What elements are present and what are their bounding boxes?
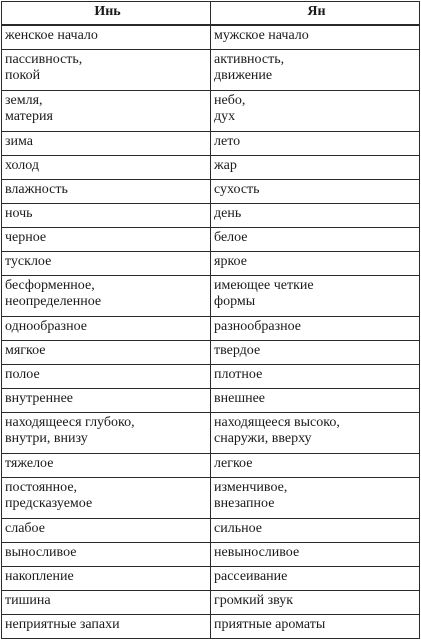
table-row <box>2 543 420 567</box>
yin-cell <box>2 365 211 389</box>
table-row <box>2 25 420 50</box>
yang-cell <box>211 567 420 591</box>
yin-cell <box>2 567 211 591</box>
yin-cell <box>2 543 211 567</box>
yang-cell-text: сухость <box>214 182 260 197</box>
yin-cell <box>2 454 211 478</box>
yin-cell-text: пассивность, покой <box>5 52 83 83</box>
yin-cell <box>2 25 211 50</box>
yin-cell-text: находящееся глубоко, внутри, внизу <box>5 415 135 446</box>
yang-cell-text: имеющее четкие формы <box>214 278 314 309</box>
yin-cell-text: бесформенное, неопределенное <box>5 278 102 309</box>
yin-cell <box>2 132 211 156</box>
yang-cell <box>211 591 420 615</box>
yang-cell-text: белое <box>214 230 248 245</box>
yin-yang-table-container <box>1 1 419 639</box>
yin-cell-text: ночь <box>5 206 33 221</box>
yin-cell-text: неприятные запахи <box>5 617 120 632</box>
yin-cell <box>2 591 211 615</box>
yin-cell <box>2 389 211 413</box>
yin-cell-text: черное <box>5 230 47 245</box>
yang-cell <box>211 454 420 478</box>
yang-cell <box>211 180 420 204</box>
yin-cell-text: мягкое <box>5 343 46 358</box>
yang-cell-text: мужское начало <box>214 28 309 43</box>
yang-cell <box>211 50 420 91</box>
yang-cell <box>211 156 420 180</box>
yang-cell <box>211 25 420 50</box>
yin-cell <box>2 50 211 91</box>
yang-cell <box>211 228 420 252</box>
yang-cell-text: сильное <box>214 521 262 536</box>
table-row <box>2 341 420 365</box>
table-header-row <box>2 2 420 26</box>
yin-cell <box>2 413 211 454</box>
yin-cell <box>2 478 211 519</box>
yang-cell-text: громкий звук <box>214 593 294 608</box>
yin-cell-text: женское начало <box>5 28 98 43</box>
yang-cell <box>211 276 420 317</box>
yang-cell-text: приятные ароматы <box>214 617 326 632</box>
yin-cell-text: полое <box>5 367 40 382</box>
yin-cell-text: тусклое <box>5 254 52 269</box>
table-row <box>2 389 420 413</box>
yang-cell-text: лето <box>214 134 241 149</box>
yin-cell-text: влажность <box>5 182 68 197</box>
yin-cell-text: однообразное <box>5 319 87 334</box>
yang-cell <box>211 317 420 341</box>
yin-cell-text: холод <box>5 158 39 173</box>
table-row <box>2 132 420 156</box>
yang-cell <box>211 615 420 639</box>
yang-cell <box>211 204 420 228</box>
yang-cell-text: внешнее <box>214 391 266 406</box>
yin-cell-text: постоянное, предсказуемое <box>5 480 93 511</box>
table-row <box>2 228 420 252</box>
table-row <box>2 317 420 341</box>
yang-cell-text: твердое <box>214 343 261 358</box>
yin-cell <box>2 204 211 228</box>
yin-cell-text: тяжелое <box>5 456 54 471</box>
yang-cell-text: яркое <box>214 254 247 269</box>
column-header-yang: Ян <box>211 2 420 26</box>
yang-cell <box>211 252 420 276</box>
yang-cell <box>211 389 420 413</box>
table-row <box>2 615 420 639</box>
yang-cell-text: плотное <box>214 367 263 382</box>
table-row <box>2 567 420 591</box>
yin-cell <box>2 228 211 252</box>
yang-cell <box>211 91 420 132</box>
column-header-yin: Инь <box>2 2 211 26</box>
table-row <box>2 276 420 317</box>
yin-cell <box>2 91 211 132</box>
yin-cell-text: выносливое <box>5 545 77 560</box>
yin-cell <box>2 276 211 317</box>
table-row <box>2 50 420 91</box>
yang-cell-text: день <box>214 206 242 221</box>
yin-cell-text: тишина <box>5 593 51 608</box>
yin-cell <box>2 519 211 543</box>
table-row <box>2 365 420 389</box>
yang-cell <box>211 132 420 156</box>
table-row <box>2 204 420 228</box>
yang-cell-text: невыносливое <box>214 545 300 560</box>
yang-cell <box>211 543 420 567</box>
yin-cell <box>2 615 211 639</box>
yin-cell-text: слабое <box>5 521 45 536</box>
yang-cell <box>211 413 420 454</box>
yang-cell-text: небо, дух <box>214 93 246 124</box>
yang-cell-text: активность, движение <box>214 52 285 83</box>
yin-cell-text: зима <box>5 134 33 149</box>
table-row <box>2 454 420 478</box>
table-row <box>2 91 420 132</box>
yin-cell <box>2 252 211 276</box>
yang-cell-text: легкое <box>214 456 253 471</box>
yin-yang-table <box>1 1 420 639</box>
table-row <box>2 519 420 543</box>
table-row <box>2 591 420 615</box>
yang-cell-text: изменчивое, внезапное <box>214 480 288 511</box>
yang-cell <box>211 365 420 389</box>
yin-cell-text: накопление <box>5 569 74 584</box>
yang-cell <box>211 341 420 365</box>
yin-cell <box>2 180 211 204</box>
table-body <box>2 25 420 639</box>
yang-cell-text: разнообразное <box>214 319 301 334</box>
yin-cell-text: земля, материя <box>5 93 53 124</box>
yin-cell <box>2 317 211 341</box>
yang-cell-text: жар <box>214 158 237 173</box>
yang-cell-text: рассеивание <box>214 569 288 584</box>
yang-cell <box>211 478 420 519</box>
yin-cell <box>2 156 211 180</box>
table-row <box>2 252 420 276</box>
yin-cell <box>2 341 211 365</box>
yang-cell <box>211 519 420 543</box>
table-row <box>2 413 420 454</box>
yin-cell-text: внутреннее <box>5 391 74 406</box>
table-row <box>2 180 420 204</box>
table-row <box>2 156 420 180</box>
yang-cell-text: находящееся высоко, снаружи, вверху <box>214 415 340 446</box>
table-row <box>2 478 420 519</box>
